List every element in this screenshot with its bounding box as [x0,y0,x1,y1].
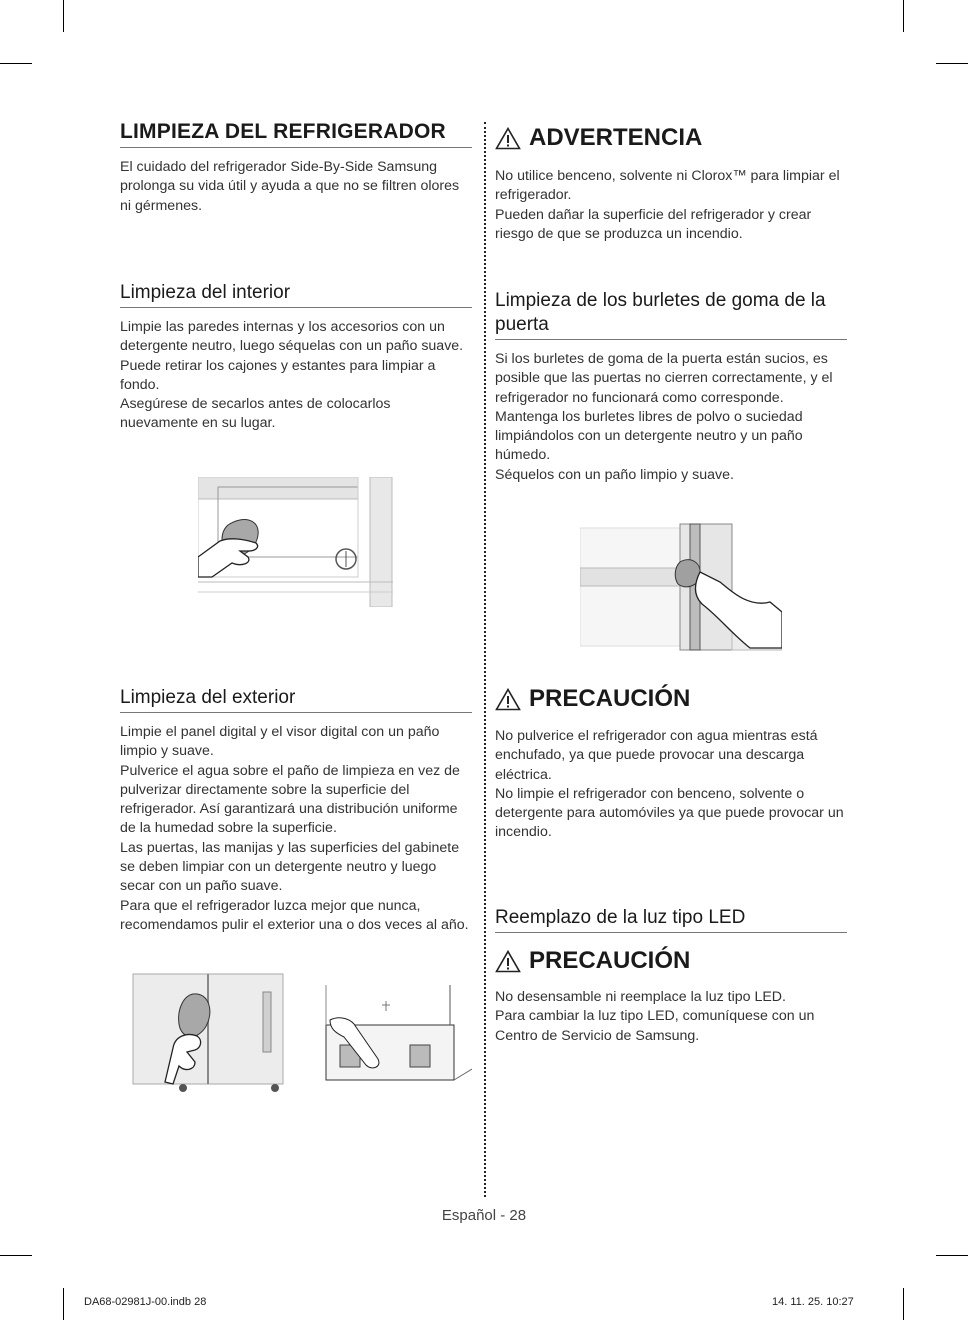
section-caution-led [495,947,847,1046]
footer-date: 14. 11. 25. 10:27 [772,1296,854,1308]
crop-mark [936,63,968,64]
paragraph: Mantenga los burletes libres de polvo o suciedad limpiándolos con un detergente neutro y un paño húmedo. [495,408,803,464]
crop-mark [0,63,32,64]
paragraph: Para cambiar la luz tipo LED, comuníquese con un Centro de Servicio de Samsung. [495,1008,815,1044]
section-warning [495,124,847,244]
paragraph: Puede retirar los cajones y estantes para limpiar a fondo. [120,357,436,393]
section-caution-spray [495,685,847,843]
crop-mark [903,1288,904,1320]
caution-title: PRECAUCIÓN [529,947,691,974]
paragraph: No utilice benceno, solvente ni Clorox™ para limpiar el refrigerador. [495,168,840,204]
interior-cleaning-illustration [198,477,398,607]
section-exterior [120,686,472,935]
paragraph: Pueden dañar la superficie del refrigerador y crear riesgo de que se produzca un incendio. [495,206,812,242]
paragraph: Las puertas, las manijas y las superficies del gabinete se deben limpiar con un detergente neutro y luego secar con un paño suave. [120,839,460,895]
paragraph: No pulverice el refrigerador con agua mientras está enchufado, ya que puede provocar una descarga eléctrica. [495,728,818,783]
paragraph: Asegúrese de secarlos antes de colocarlos nuevamente en su lugar. [120,396,391,432]
warning-triangle-icon [495,688,521,711]
section-title: Reemplazo de la luz tipo LED [495,906,847,933]
gasket-cleaning-illustration [580,522,782,652]
section-title: LIMPIEZA DEL REFRIGERADOR [120,120,472,148]
section-title: Limpieza de los burletes de goma de la puerta [495,289,847,340]
warning-title: ADVERTENCIA [529,124,703,151]
panel-cleaning-illustration [300,985,472,1085]
footer-file: DA68-02981J-00.indb 28 [84,1296,207,1308]
caution-title: PRECAUCIÓN [529,685,691,712]
paragraph: Si los burletes de goma de la puerta están sucios, es posible que las puertas no cierren correctamente, y el refrigerador no funcionará como corresponde. [495,351,833,406]
crop-mark [903,0,904,32]
section-gaskets [495,289,847,485]
paragraph: Séquelos con un paño limpio y suave. [495,466,734,483]
paragraph: Para que el refrigerador luzca mejor que nunca, recomendamos pulir el exterior una o dos veces al año. [120,897,469,933]
page-number: Español - 28 [441,1207,527,1224]
crop-mark [936,1255,968,1256]
section-interior [120,281,472,434]
column-divider [484,122,486,1197]
crop-mark [63,0,64,32]
warning-heading [495,124,847,152]
paragraph: Pulverice el agua sobre el paño de limpieza en vez de pulverizar directamente sobre la superficie del refrigerador. Así garantizará una distribución uniforme de la humedad sobre la superficie. [120,762,460,837]
paragraph: Limpie el panel digital y el visor digital con un paño limpio y suave. [120,724,440,760]
paragraph: Limpie las paredes internas y los accesorios con un detergente neutro, luego séquelas con un paño suave. [120,319,464,355]
exterior-cleaning-illustration [125,972,295,1094]
warning-triangle-icon [495,950,521,973]
paragraph: No limpie el refrigerador con benceno, solvente o detergente para automóviles ya que puede provocar un incendio. [495,785,844,841]
paragraph: El cuidado del refrigerador Side-By-Side Samsung prolonga su vida útil y ayuda a que no se filtren olores ni gérmenes. [120,159,460,214]
caution-heading [495,685,847,713]
section-title: Limpieza del interior [120,281,472,308]
section-led [495,906,847,933]
warning-triangle-icon [495,127,521,150]
section-title: Limpieza del exterior [120,686,472,713]
section-cleaning [120,120,472,216]
paragraph: No desensamble ni reemplace la luz tipo LED. [495,989,786,1005]
crop-mark [0,1255,32,1256]
caution-heading [495,947,847,975]
crop-mark [63,1288,64,1320]
